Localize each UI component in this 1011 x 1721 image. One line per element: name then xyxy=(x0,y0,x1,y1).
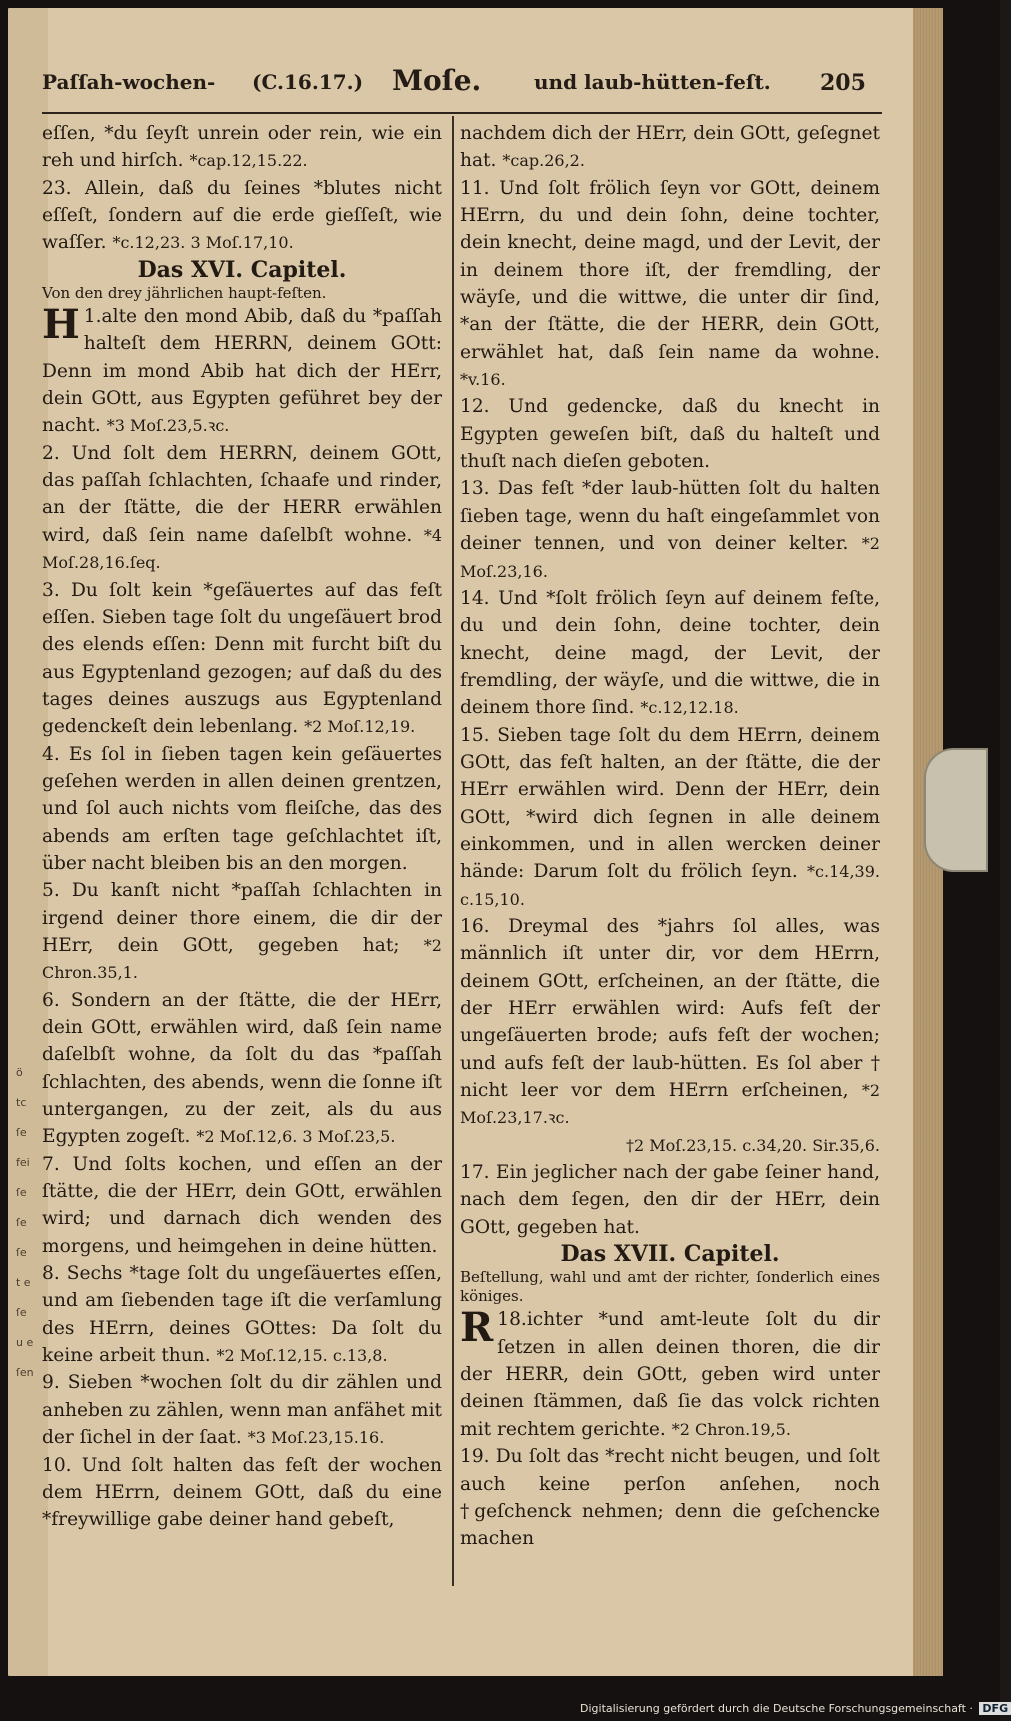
column-divider xyxy=(452,116,454,1586)
verse-paragraph xyxy=(42,175,442,257)
verse-paragraph xyxy=(42,877,442,986)
cross-reference: †2 Moſ.23,15. c.34,20. Sir.35,6. xyxy=(625,1135,880,1155)
left-column xyxy=(42,120,442,1534)
margin-fragment: ſen xyxy=(16,1366,34,1379)
margin-fragment: ſe xyxy=(16,1216,27,1229)
verse-text: 23. Allein, daß du ſeines *blutes nicht eſſeſt, ſondern auf die erde gieſſeſt, wie waſſer. xyxy=(42,177,442,254)
verse-paragraph xyxy=(42,120,442,175)
chapter-heading: Das XVI. Capitel. xyxy=(137,256,347,283)
cross-reference: *2 Moſ.23,17.ꝛc. xyxy=(460,1081,880,1128)
right-column xyxy=(460,120,880,1553)
verse-text: 5. Du kanſt nicht *paſſah ſchlachten in irgend deiner thore einem, die dir der HErr, dein GOtt, gegeben hat; xyxy=(42,880,442,956)
verse-paragraph xyxy=(460,393,880,475)
verse-paragraph xyxy=(42,1151,442,1260)
cross-reference: *3 Moſ.23,5.ꝛc. xyxy=(106,416,230,436)
verse-text: 4. Es ſol in ſieben tagen kein geſäuertes geſehen werden in allen deinen grentzen, und ſol auch nichts vom fleiſche, das des abends am erſten tage geſchlachtet iſt, über nacht bleiben bis an den morgen. xyxy=(42,743,442,874)
running-header xyxy=(42,64,882,110)
margin-fragment: fei xyxy=(16,1156,30,1169)
chapter-summary: Von den drey jährlichen haupt-feſten. xyxy=(42,284,327,303)
header-right: und laub-hütten-feſt. xyxy=(534,70,771,94)
margin-fragment: ſe xyxy=(16,1126,27,1139)
verse-paragraph xyxy=(460,120,880,175)
cross-reference: *3 Moſ.23,15.16. xyxy=(247,1428,385,1448)
verse-text: ichter *und amt-leute ſolt du dir ſetzen in allen deinen thoren, die dir der HERR, dein GOtt, geben wird unter deinen ſtämmen, daß ſie das volck richten mit rechtem gerichte. xyxy=(460,1309,880,1440)
verse-number: 1. xyxy=(83,306,102,328)
cross-reference: *c.12,23. 3 Moſ.17,10. xyxy=(112,233,294,253)
cross-reference: *cap.12,15.22. xyxy=(189,151,308,171)
margin-fragment: ö xyxy=(16,1066,23,1079)
verse-paragraph xyxy=(42,1369,442,1451)
book-page xyxy=(8,8,943,1676)
verse-paragraph xyxy=(460,913,880,1132)
verse-text: 16. Dreymal des *jahrs ſol alles, was männlich iſt unter dir, vor dem HErrn, deinem GOtt, erſcheinen, an der ſtätte, die der HErr erwählen wird: Aufs feſt der ungeſäuerten brode; aufs feſt der wochen; und aufs feſt der laub-hütten. Es ſol aber † nicht leer vor dem HErrn erſcheinen, xyxy=(460,915,880,1102)
cross-reference: *c.12,12.18. xyxy=(640,698,739,718)
cross-reference: *c.14,39. c.15,10. xyxy=(460,862,880,909)
verse-paragraph xyxy=(460,1306,880,1443)
cross-reference: *v.16. xyxy=(460,370,506,390)
verse-text: 13. Das feſt *der laub-hütten ſolt du halten ſieben tage, wenn du haſt eingeſammlet von deiner tennen, und von deiner kelter. xyxy=(460,478,880,555)
cross-reference: *2 Moſ.23,16. xyxy=(460,534,880,581)
cross-reference: *2 Chron.19,5. xyxy=(671,1419,791,1439)
verse-text: 12. Und gedencke, daß du knecht in Egypten geweſen biſt, daß du halteſt und thuſt nach dieſen geboten. xyxy=(460,396,880,473)
cross-reference: *2 Moſ.12,15. c.13,8. xyxy=(216,1346,388,1366)
verse-paragraph xyxy=(42,987,442,1151)
verse-text: 7. Und ſolts kochen, und eſſen an der ſtätte, die der HErr, dein GOtt, erwählen wird; und darnach dich wenden des morgens, und heimgehen in deine hütten. xyxy=(42,1153,442,1257)
margin-fragment: ſe xyxy=(16,1186,27,1199)
verse-text: 11. Und ſolt frölich ſeyn vor GOtt, deinem HErrn, du und dein ſohn, deine tochter, dein knecht, deine magd, und der Levit, der in deinem thore iſt, der fremdling, der wäyſe, und die wittwe, die unter dir ſind, *an der ſtätte, die der HERR, dein GOtt, erwählet hat, daß ſein name da wohne. xyxy=(460,177,880,363)
verse-text: 17. Ein jeglicher nach der gabe ſeiner hand, nach dem ſegen, den dir der HErr, dein GOtt, gegeben hat. xyxy=(460,1162,880,1238)
verse-text: 3. Du ſolt kein *geſäuertes auf das feſt eſſen. Sieben tage ſolt du ungeſäuert brod des elends eſſen: Denn mit furcht biſt du aus Egyptenland gezogen; auf daß du des tages deines auszugs aus Egyptenland gedenckeſt dein lebenlang. xyxy=(42,579,442,738)
page-number: 205 xyxy=(820,70,866,96)
header-book: Moſe. xyxy=(392,64,482,97)
cross-reference: *cap.26,2. xyxy=(502,151,585,171)
margin-fragment: u e xyxy=(16,1336,34,1349)
verse-paragraph xyxy=(42,1260,442,1369)
verse-text: eſſen, *du ſeyſt unrein oder rein, wie ein reh und hirſch. xyxy=(42,123,442,172)
verse-paragraph xyxy=(460,585,880,722)
verse-paragraph xyxy=(460,1159,880,1241)
chapter-heading: Das XVII. Capitel. xyxy=(560,1241,780,1268)
verse-paragraph xyxy=(42,440,442,577)
verse-text: 19. Du ſolt das *recht nicht beugen, und ſolt auch keine perſon anſehen, noch †geſchenck nehmen; denn die geſchencke machen xyxy=(460,1446,880,1550)
verse-paragraph xyxy=(42,303,442,440)
header-left: Paſſah-wochen- xyxy=(42,70,216,94)
verse-text: 6. Sondern an der ſtätte, die der HErr, dein GOtt, erwählen wird, daß ſein name daſelbſt wohne, da ſolt du das *paſſah ſchlachten, des abends, wenn die ſonne iſt untergangen, zu der zeit, als du aus Egypten zogeſt. xyxy=(42,989,442,1148)
margin-fragments xyxy=(16,1058,34,1388)
cross-reference: *2 Moſ.12,19. xyxy=(304,717,416,737)
digitization-footer xyxy=(580,1702,1011,1715)
verse-text: 15. Sieben tage ſolt du dem HErrn, deinem GOtt, das feſt halten, an der ſtätte, die der HErr erwählen wird. Denn der HErr, dein GOtt, *wird dich ſegnen in alle deinem einkommen, und in allen wercken deiner hände: Darum ſolt du frölich ſeyn. xyxy=(460,724,880,883)
verse-text: 9. Sieben *wochen ſolt du dir zählen und anheben zu zählen, wenn man anfähet mit der ſichel in der ſaat. xyxy=(42,1372,442,1449)
verse-paragraph xyxy=(460,475,880,584)
header-rule xyxy=(42,112,882,114)
verse-number: 18. xyxy=(497,1309,527,1331)
margin-fragment: t e xyxy=(16,1276,31,1289)
verse-paragraph xyxy=(42,741,442,878)
cross-reference: *2 Moſ.12,6. 3 Moſ.23,5. xyxy=(196,1127,396,1147)
verse-paragraph xyxy=(42,1452,442,1534)
verse-text: alte den mond Abib, daß du *paſſah halteſt dem HERRN, deinem GOtt: Denn im mond Abib hat dich der HErr, dein GOtt, aus Egypten geführet bey der nacht. xyxy=(42,306,442,437)
verse-text: 10. Und ſolt halten das feſt der wochen dem HErrn, deinem GOtt, daß du eine *freywillige gabe deiner hand gebeſt, xyxy=(42,1454,442,1531)
margin-fragment: tc xyxy=(16,1096,27,1109)
verse-text: nachdem dich der HErr, dein GOtt, geſegnet hat. xyxy=(460,123,880,172)
cross-reference: *4 Moſ.28,16.ſeq. xyxy=(42,525,442,573)
footer-text: Digitalisierung gefördert durch die Deutsche Forschungsgemeinschaft · xyxy=(580,1702,973,1715)
verse-paragraph xyxy=(460,175,880,394)
verse-paragraph xyxy=(460,722,880,913)
margin-fragment: ſe xyxy=(16,1246,27,1259)
verse-paragraph xyxy=(460,1443,880,1552)
cross-reference: *2 Chron.35,1. xyxy=(42,935,442,983)
chapter-summary: Beſtellung, wahl und amt der richter, ſonderlich eines königes. xyxy=(460,1268,880,1306)
page-clip-tab xyxy=(924,748,988,872)
margin-fragment: ſe xyxy=(16,1306,27,1319)
verse-text: 8. Sechs *tage ſolt du ungeſäuertes eſſen, und am ſiebenden tage iſt die verſamlung des HErrn, deines GOttes: Da ſolt du keine arbeit thun. xyxy=(42,1263,442,1367)
header-chapter: (C.16.17.) xyxy=(252,70,364,94)
drop-cap: R xyxy=(460,1304,494,1352)
verse-paragraph xyxy=(42,577,442,741)
drop-cap: H xyxy=(42,301,80,349)
dfg-logo: DFG xyxy=(979,1702,1011,1715)
verse-text: 2. Und ſolt dem HERRN, deinem GOtt, das paſſah ſchlachten, ſchaafe und rinder, an der ſtätte, die der HERR erwählen wird, daß ſein name daſelbſt wohne. xyxy=(42,442,442,546)
verse-text: 14. Und *ſolt frölich ſeyn auf deinem feſte, du und dein ſohn, deine tochter, dein knecht, deine magd, der Levit, der fremdling, der wäyſe, und die wittwe, die in deinem thore ſind. xyxy=(460,587,880,719)
